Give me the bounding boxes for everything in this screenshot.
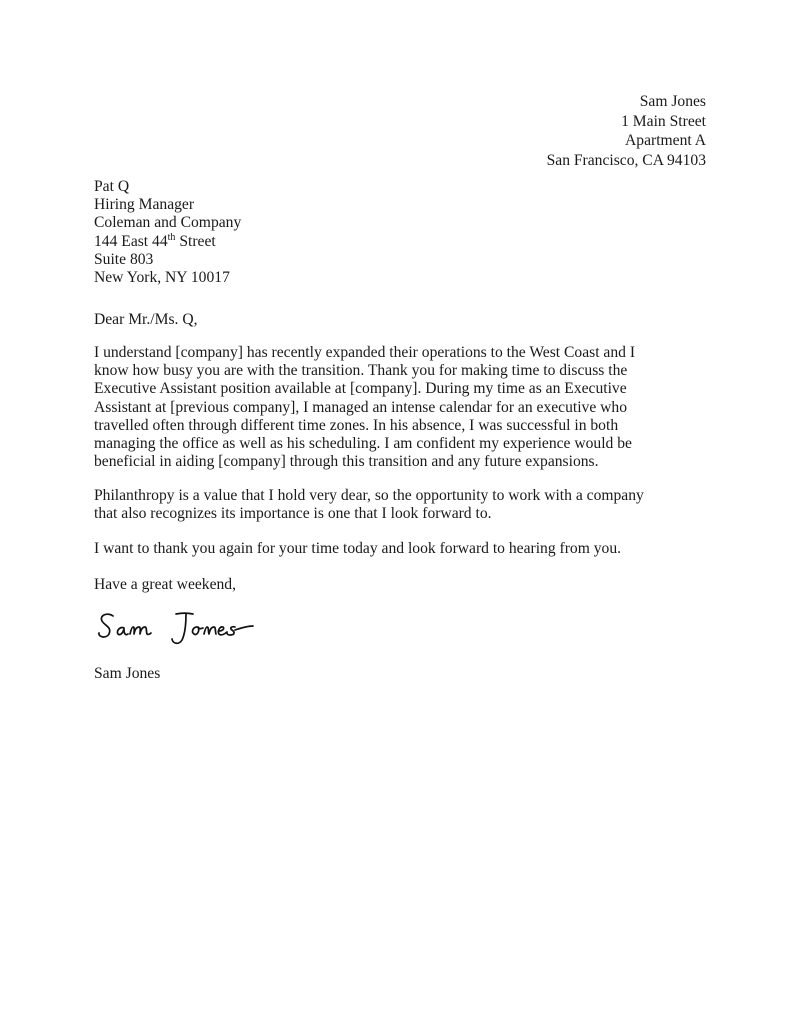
sender-street: 1 Main Street bbox=[621, 112, 706, 130]
paragraph-line: beneficial in aiding [company] through this transition and any future expansions. bbox=[94, 453, 599, 471]
signature-graphic bbox=[96, 608, 266, 652]
recipient-company: Coleman and Company bbox=[94, 214, 242, 232]
closing-line: Have a great weekend, bbox=[94, 576, 236, 593]
recipient-suite: Suite 803 bbox=[94, 250, 154, 268]
paragraph-line: managing the office as well as his scheduling. I am confident my experience would be bbox=[94, 435, 632, 453]
recipient-street-ordinal: th bbox=[167, 231, 176, 243]
sender-city-line: San Francisco, CA 94103 bbox=[546, 151, 706, 169]
paragraph-line: I understand [company] has recently expanded their operations to the West Coast and I bbox=[94, 344, 636, 361]
recipient-title: Hiring Manager bbox=[94, 196, 195, 214]
paragraph-line: I want to thank you again for your time today and look forward to hearing from you. bbox=[94, 540, 622, 557]
paragraph-line: know how busy you are with the transition. Thank you for making time to discuss the bbox=[94, 362, 628, 380]
salutation: Dear Mr./Ms. Q, bbox=[94, 311, 198, 328]
sender-unit: Apartment A bbox=[625, 132, 706, 149]
recipient-name: Pat Q bbox=[94, 178, 130, 195]
paragraph-line: Philanthropy is a value that I hold very dear, so the opportunity to work with a company bbox=[94, 487, 644, 504]
body-paragraph-1 bbox=[94, 344, 714, 471]
recipient-city-line: New York, NY 10017 bbox=[94, 269, 230, 287]
sender-address-block bbox=[547, 92, 706, 170]
recipient-street bbox=[94, 233, 241, 251]
paragraph-line: that also recognizes its importance is one that I look forward to. bbox=[94, 505, 492, 523]
recipient-street-prefix: 144 East 44 bbox=[94, 232, 168, 250]
recipient-street-suffix: Street bbox=[175, 232, 216, 250]
paragraph-line: Assistant at [previous company], I managed an intense calendar for an executive who bbox=[94, 398, 628, 416]
handwritten-signature bbox=[96, 608, 266, 652]
body-paragraph-3 bbox=[94, 540, 714, 558]
paragraph-line: travelled often through different time zones. In his absence, I was successful in both bbox=[94, 416, 619, 434]
recipient-address-block bbox=[94, 178, 241, 287]
sender-name: Sam Jones bbox=[639, 93, 706, 110]
paragraph-line: Executive Assistant position available at [company]. During my time as an Executive bbox=[94, 380, 627, 398]
signed-name: Sam Jones bbox=[94, 665, 161, 682]
body-paragraph-2 bbox=[94, 487, 714, 523]
